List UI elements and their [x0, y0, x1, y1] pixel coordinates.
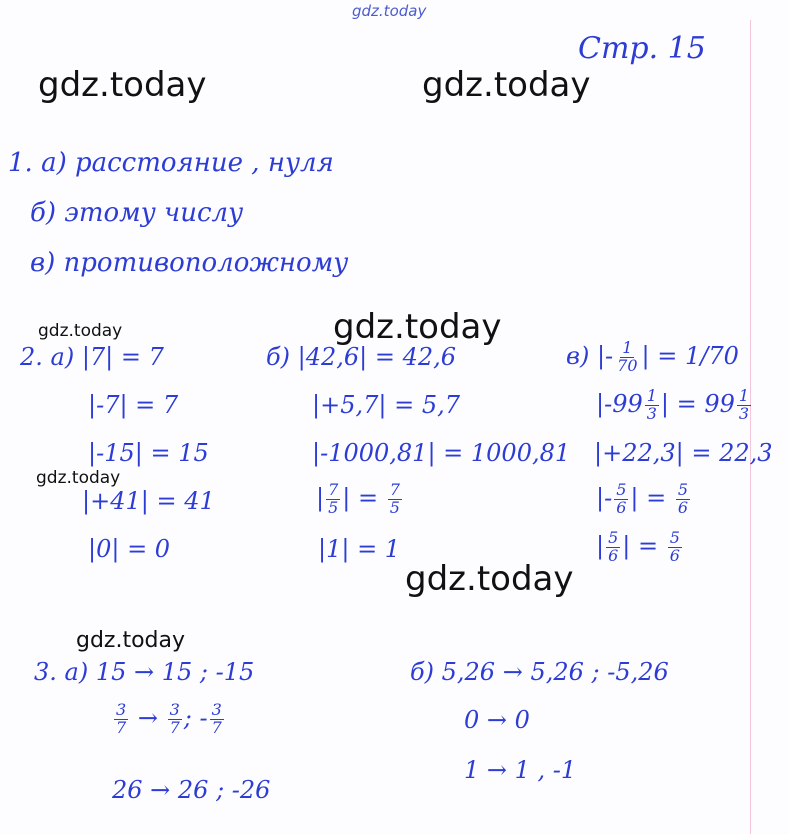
margin-line: [750, 20, 751, 834]
task1-line-b: б) этому числу: [30, 198, 244, 228]
abs-bar: |: [316, 483, 325, 512]
denominator: 6: [677, 497, 689, 517]
numerator: 3: [116, 700, 127, 719]
watermark: gdz.today: [36, 468, 121, 488]
denominator: 3: [738, 403, 750, 423]
denominator: 3: [646, 403, 657, 423]
task3-b-line: 0 → 0: [464, 706, 530, 734]
numerator: 1: [738, 386, 750, 405]
numerator: 7: [328, 480, 339, 499]
denominator: 6: [669, 545, 680, 565]
task2-v-fraction-line: [596, 388, 753, 423]
task2-b-line: |-1000,81| = 1000,81: [312, 439, 571, 467]
task2-a-line: |-7| = 7: [88, 391, 179, 419]
task2-v-fraction-line: [566, 340, 739, 375]
fraction: [606, 530, 620, 565]
equals: | =: [342, 483, 379, 512]
label: |: [596, 531, 605, 560]
denominator: 5: [328, 497, 339, 517]
fraction: [645, 388, 659, 423]
fraction: [114, 702, 128, 737]
task2-b-line: б) |42,6| = 42,6: [266, 343, 457, 371]
separator: ; -: [183, 703, 208, 732]
numerator: 3: [169, 700, 180, 719]
task3-a-line: 26 → 26 ; -26: [112, 776, 271, 804]
numerator: 7: [389, 480, 400, 499]
denominator: 5: [389, 497, 400, 517]
denominator: 7: [169, 717, 180, 737]
watermark: gdz.today: [38, 65, 207, 105]
page-number: Стр. 15: [578, 31, 706, 66]
denominator: 70: [617, 355, 638, 375]
equals: | =: [622, 531, 659, 560]
task2-v-line: |+22,3| = 22,3: [594, 439, 773, 467]
fraction: [737, 388, 751, 423]
watermark: gdz.today: [38, 321, 123, 341]
numerator: 1: [622, 338, 633, 357]
task2-a-line: 2. а) |7| = 7: [20, 343, 164, 371]
task2-b-line: |1| = 1: [318, 535, 401, 563]
fraction: [668, 530, 682, 565]
fraction: [168, 702, 182, 737]
equals: | = 99: [660, 389, 735, 418]
result: | = 1/70: [641, 341, 739, 370]
task3-a-line: 3. а) 15 → 15 ; -15: [34, 658, 255, 686]
task2-v-fraction-line: [596, 482, 692, 517]
fraction: [388, 482, 402, 517]
task3-a-fraction-line: [112, 702, 226, 737]
label: |-99: [596, 389, 643, 418]
fraction: [210, 702, 224, 737]
denominator: 6: [616, 497, 627, 517]
task2-v-fraction-line: [596, 530, 684, 565]
task3-b-line: б) 5,26 → 5,26 ; -5,26: [410, 658, 669, 686]
numerator: 5: [677, 480, 689, 499]
task3-b-line: 1 → 1 , -1: [464, 756, 577, 784]
watermark: gdz.today: [352, 2, 427, 20]
task2-b-fraction-line: [316, 482, 404, 517]
numerator: 5: [616, 480, 627, 499]
watermark: gdz.today: [422, 65, 591, 105]
fraction: [676, 482, 690, 517]
task2-a-line: |0| = 0: [88, 535, 171, 563]
task2-b-line: |+5,7| = 5,7: [312, 391, 460, 419]
numerator: 3: [211, 700, 222, 719]
denominator: 7: [116, 717, 127, 737]
numerator: 5: [608, 528, 619, 547]
denominator: 7: [211, 717, 222, 737]
arrow: →: [137, 703, 158, 732]
numerator: 1: [646, 386, 657, 405]
equals: | =: [630, 483, 667, 512]
label: |-: [596, 483, 613, 512]
task1-line-v: в) противоположному: [30, 248, 349, 278]
label: в) |-: [566, 341, 614, 370]
task2-a-line: |+41| = 41: [82, 487, 215, 515]
watermark: gdz.today: [405, 559, 574, 599]
task2-a-line: |-15| = 15: [88, 439, 209, 467]
fraction: [326, 482, 340, 517]
watermark: gdz.today: [76, 628, 186, 653]
denominator: 6: [608, 545, 619, 565]
fraction: [614, 482, 628, 517]
task1-line-a: 1. а) расстояние , нуля: [8, 148, 334, 178]
numerator: 5: [669, 528, 680, 547]
fraction: [615, 340, 639, 375]
watermark: gdz.today: [333, 307, 502, 347]
